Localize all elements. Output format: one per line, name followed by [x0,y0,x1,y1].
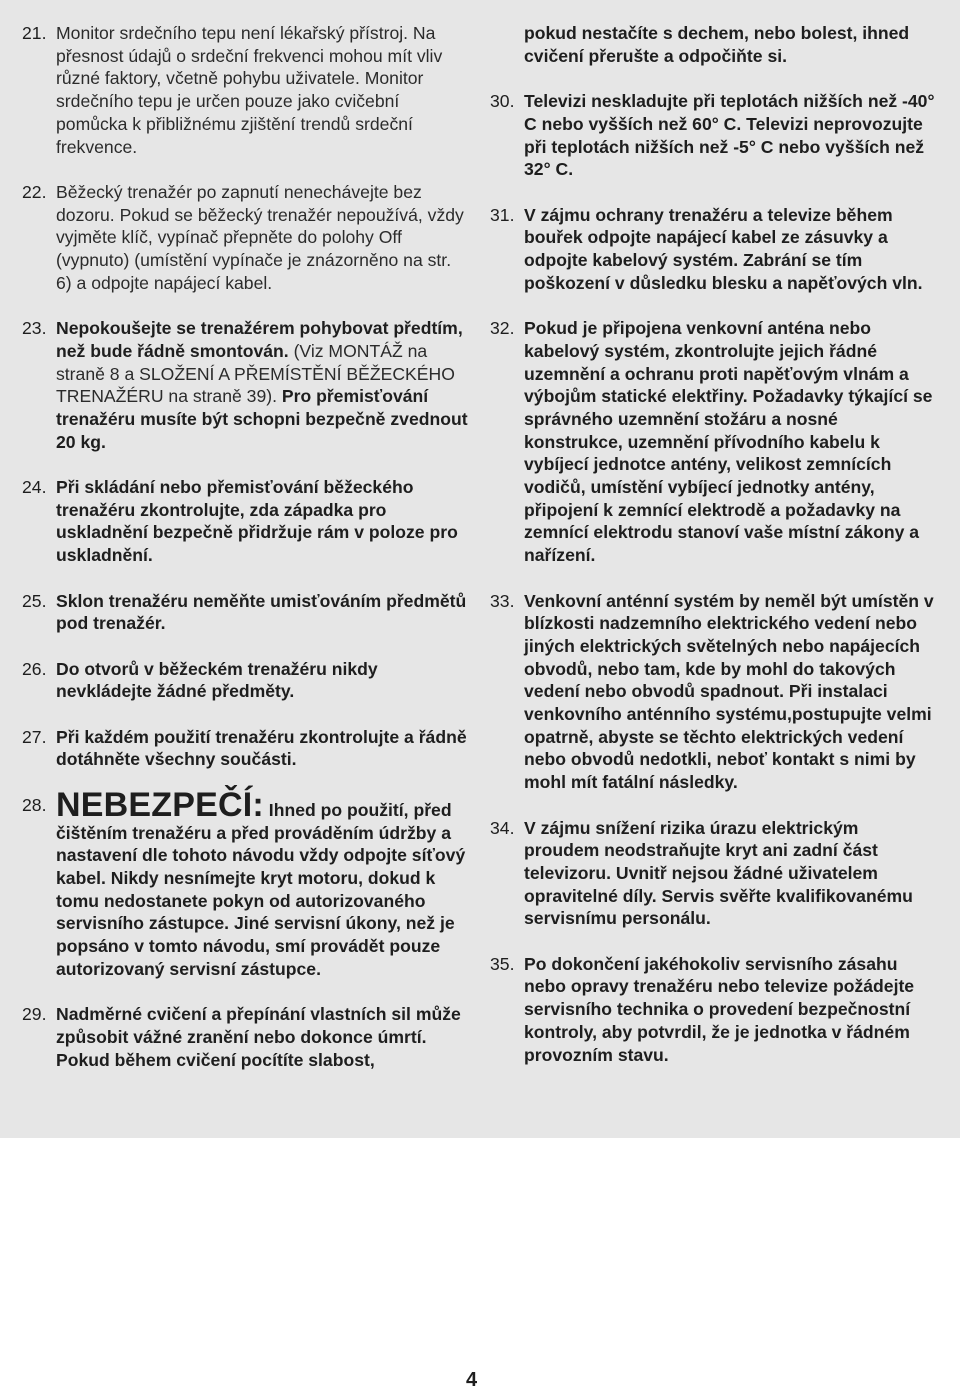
item-number: 25. [22,590,47,611]
item-text: Nepokoušejte se trenažérem pohybovat předtím, než bude řádně smontován. [56,318,463,361]
safety-item [490,22,938,67]
safety-item [22,181,470,295]
item-text: pokud nestačíte s dechem, nebo bolest, ihned cvičení přerušte a odpočiňte si. [524,23,910,66]
item-text: Při každém použití trenažéru zkontrolujte a řádně dotáhněte všechny součásti. [56,726,467,770]
safety-item [490,90,938,181]
item-number: 31. [490,204,515,225]
item-number: 28. [22,794,47,815]
item-text: Nadměrné cvičení a přepínání vlastních sil může způsobit vážné zranění nebo dokonce úmrtí. Pokud během cvičení pocítíte slabost, [56,1004,461,1070]
item-text: Ihned po použití, před čištěním trenažéru a před prováděním údržby a nastavení dle tohoto návodu vždy odpojte síťový kabel. Nikdy nesnímejte kryt motoru, dokud k tomu nedostanete pokyn od autorizovaného servisního zástupce. Jiné servisní úkony, než je popsáno v tomto návodu, smí provádět pouze autorizovaný servisní zástupce. [56,799,466,979]
item-text: Monitor srdečního tepu není lékařský přístroj. Na přesnost údajů o srdeční frekvenci mohou mít vliv různé faktory, včetně pohybu uživatele. Monitor srdečního tepu je určen pouze jako cvičební pomůcka k přibližnému zjištění trendů srdeční frekvence. [56,23,443,157]
safety-item [22,658,470,703]
item-number: 27. [22,726,47,747]
item-number: 26. [22,658,47,679]
left-column [22,22,470,1071]
item-text: Do otvorů v běžeckém trenažéru nikdy nevkládejte žádné předměty. [56,658,378,702]
right-column [490,22,938,1066]
item-number: 24. [22,477,47,498]
item-text: Pro přemisťování trenažéru musíte být schopni bezpečně zvednout 20 kg. [56,386,468,452]
item-number: 23. [22,318,47,339]
safety-item [22,726,470,771]
item-text: Sklon trenažéru neměňte umisťováním předmětů pod trenažér. [56,590,467,634]
safety-item [490,317,938,567]
item-number: 35. [490,953,515,974]
item-text: V zájmu ochrany trenažéru a televize během bouřek odpojte napájecí kabel ze zásuvky a odpojte kabelový systém. Zabrání se tím poškození v důsledku blesku a napěťových vln. [524,204,923,293]
danger-label: NEBEZPEČÍ: [56,785,264,824]
item-text: V zájmu snížení rizika úrazu elektrickým proudem neodstraňujte kryt ani zadní část televizoru. Uvnitř nejsou žádné uživatelem opravitelné díly. Servis svěřte kvalifikovanému servisnímu personálu. [524,817,913,929]
item-number: 22. [22,181,47,202]
safety-item [22,317,470,453]
item-text: Běžecký trenažér po zapnutí nenechávejte bez dozoru. [56,181,422,225]
item-number: 30. [490,91,515,112]
item-text: Po dokončení jakéhokoliv servisního zásahu nebo opravy trenažéru nebo televize požádejte servisního technika o provedení bezpečnostní kontroly, aby potvrdil, že je jednotka v řádném provozním stavu. [524,953,915,1065]
item-text: Při skládání nebo přemisťování běžeckého trenažéru zkontrolujte, zda západka pro uskladnění bezpečně přidržuje rám v poloze pro uskladnění. [56,477,458,566]
safety-item [22,476,470,567]
safety-item [490,204,938,295]
item-text: Pokud se běžecký trenažér nepoužívá, vždy vyjměte klíč, vypínač přepněte do polohy Off (vypnuto) (umístění vypínače je znázorněno na str. 6) a odpojte napájecí kabel. [56,204,464,293]
safety-item [490,590,938,794]
safety-item [490,817,938,931]
item-number: 21. [22,23,47,43]
item-text: (Viz MONTÁŽ na straně 8 a SLOŽENÍ A PŘEMÍSTĚNÍ BĚŽECKÉHO TRENAŽÉRU na straně 39). [56,340,455,407]
item-text: Televizi neskladujte při teplotách nižších než -40° C nebo vyšších než 60° C. Televizi neprovozujte při teplotách nižších než -5° C nebo vyšších než 32° C. [524,91,935,180]
safety-item [22,22,470,158]
item-number: 33. [490,590,515,611]
safety-item [22,1003,470,1071]
safety-item [490,953,938,1067]
page-number: 4 [466,1369,478,1391]
item-number: 32. [490,318,515,339]
safety-item [22,590,470,635]
item-number: 29. [22,1004,47,1025]
item-number: 34. [490,817,515,838]
item-text: Venkovní anténní systém by neměl být umístěn v blízkosti nadzemního elektrického vedení nebo jiných elektrických světelných nebo napájecích obvodů, nebo tam, kde by mohl do takových vedení nebo obvodů spadnout. Při instalaci venkovního anténního systému,postupujte velmi opatrně, abyste se těchto elektrických vedení nebo obvodů nedotkli, neboť kontakt s nimi by mohl mít fatální následky. [524,590,934,793]
safety-item [22,785,470,981]
item-text: Pokud je připojena venkovní anténa nebo kabelový systém, zkontrolujte jejich řádné uzemnění a ochranu proti napěťovým vlnám a výbojům statické elektřiny. Požadavky týkající se správného uzemnění stožáru a nosné konstrukce, uzemnění přívodního kabelu k vybíjecí jednotce antény, velikost zemnících vodičů, umístění vybíjecí jednotky antény, připojení k zemnící elektrodě a požadavky na zemnící elektrodu stanoví vaše místní zákony a nařízení. [524,318,933,566]
